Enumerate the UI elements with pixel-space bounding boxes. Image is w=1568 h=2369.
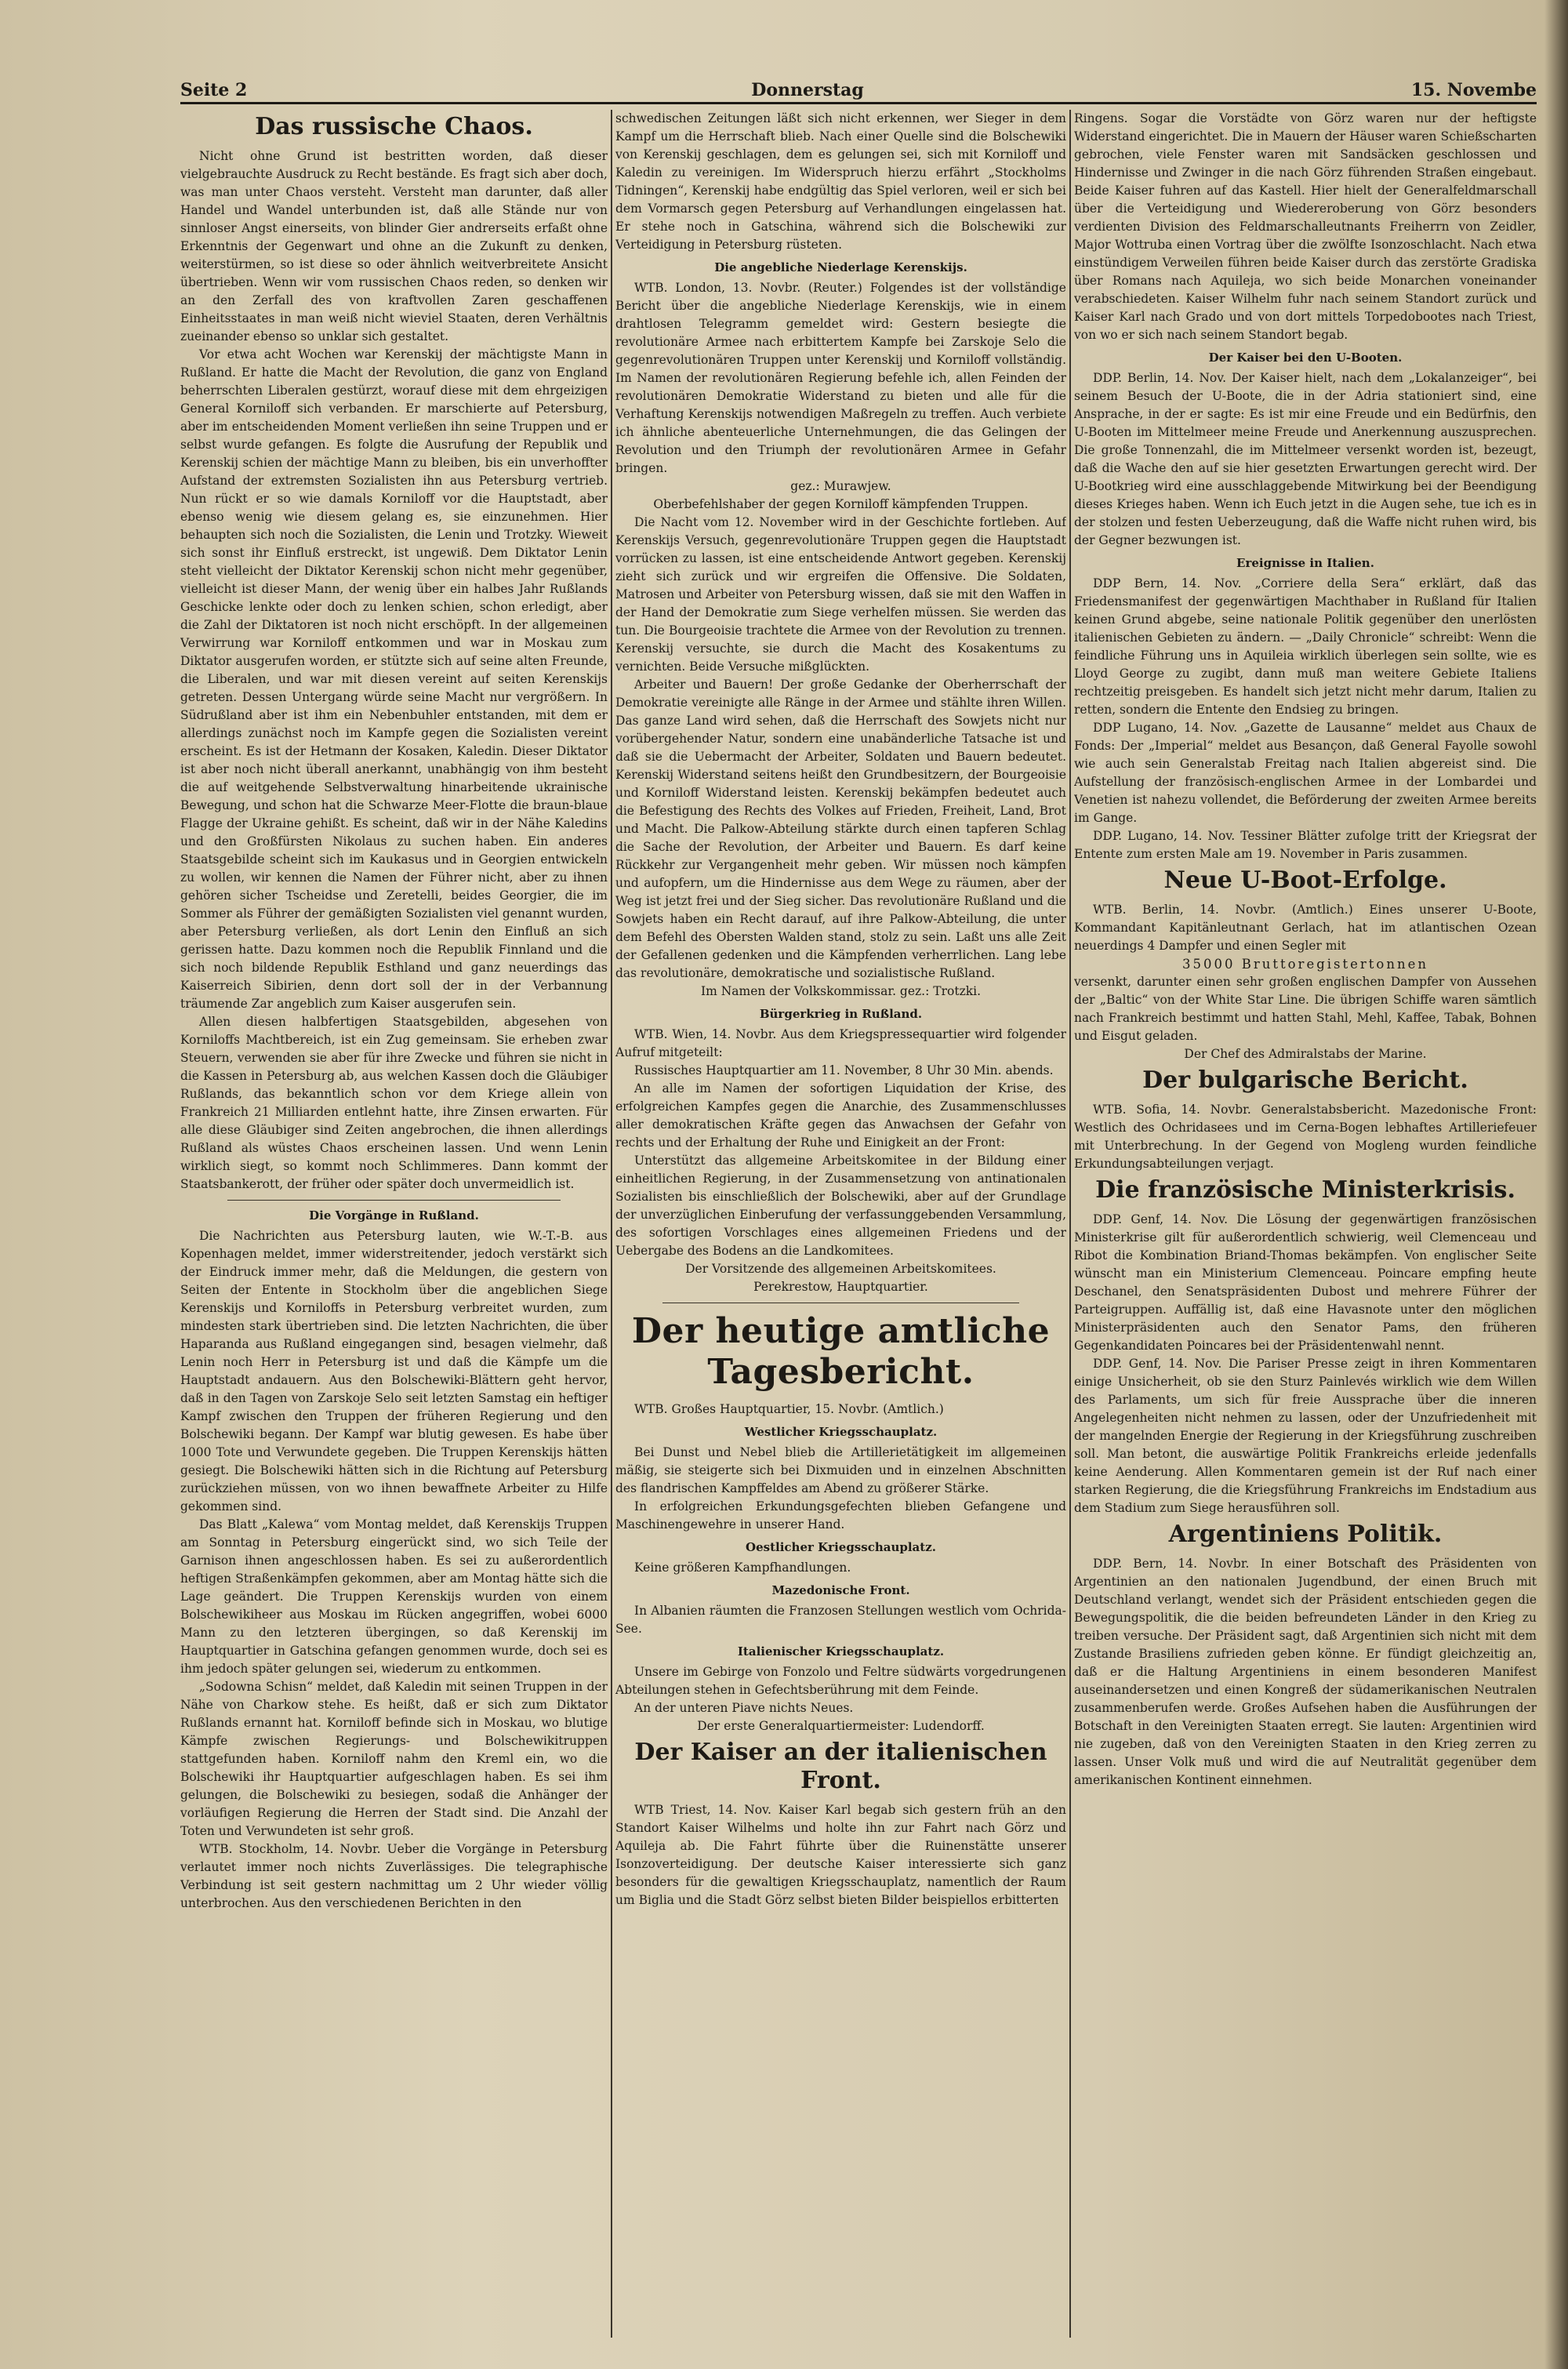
paragraph: Keine größeren Kampfhandlungen. <box>634 1561 851 1575</box>
paragraph: versenkt, darunter einen sehr großen englischen Dampfer von Aussehen der „Baltic“ von der White Star Line. Die übrigen Schiffe waren sämtlich nach Frankreich bestimmt und hatten Stahl, Mehl, Kaffee, Tabak, Bohnen und Eisgut geladen. <box>1074 975 1537 1043</box>
column-divider <box>611 110 612 2338</box>
column-divider <box>1069 110 1071 2338</box>
section-heading: Bürgerkrieg in Rußland. <box>759 1007 923 1021</box>
paragraph: Ringens. Sogar die Vorstädte von Görz waren nur der heftigste Widerstand eingerichtet. Die in Mauern der Häuser waren Schießscharten gebrochen, viele Fenster waren mit Sandsäcken geschlossen und Hindernisse und Zwinger in die nach Görz führenden Straßen eingebaut. Beide Kaiser fuhren auf das Kastell. Hier hielt der Generalfeldmarschall über die Verteidigung und Wiedereroberung von Görz besonders verdienten Division des Feldmarschalleutnants Freiherrn von Zeidler, Major Wottruba einen Vortrag über die zwölfte Isonzoschlacht. Nach etwa einstündigem Verweilen führen beide Kaiser durch das zerstörte Gradiska über Romans nach Aquileja, wo sich beide Monarchen voneinander verabschiedeten. Kaiser Wilhelm fuhr nach seinem Standort zurück und Kaiser Karl nach Grado und von dort mittels Torpedobootes nach Triest, von wo er sich nach seinem Standort begab. <box>1074 111 1537 342</box>
section-heading: Oestlicher Kriegsschauplatz. <box>746 1540 936 1554</box>
paragraph: Vor etwa acht Wochen war Kerenskij der mächtigste Mann in Rußland. Er hatte die Macht der Revolution, die ganz von England beherrschten Liberalen gestürzt, worauf diese mit dem ehrgeizigen General Korniloff sich verbanden. Er marschierte auf Petersburg, aber im entscheidenden Moment verließen ihn seine Truppen und er selbst wurde gefangen. Es folgte die Ausrufung der Republik und Kerenskij schien der mächtige Mann zu bleiben, bis ein unverhoffter Aufstand der extremsten Sozialisten ihn aus Petersburg vertrieb. Nun rückt er so wie damals Korniloff vor die Hauptstadt, aber ebenso wenig wie diesem gelang es, sie einzunehmen. Hier behaupten sich noch die Sozialisten, die Lenin und Trotzky. Wieweit sich sonst ihr Einfluß erstreckt, ist ungewiß. Dem Diktator Lenin steht vielleicht der Diktator Kerenskij schon nicht mehr gegenüber, vielleicht ist dieser Mann, der wenig über ein halbes Jahr Rußlands Geschicke lenkte oder doch zu lenken schien, schon erledigt, aber die Zahl der Diktatoren ist noch nicht erschöpft. In der allgemeinen Verwirrung war Korniloff entkommen und war in Moskau zum Diktator ausgerufen worden, er stützte sich auf seine alten Freunde, die Liberalen, und war mit diesen vereint auf seiten Kerenskijs getreten. Dessen Untergang würde seine Macht nur vergrößern. In Südrußland aber ist ihm ein Nebenbuhler entstanden, mit dem er allerdings zunächst noch im Kampfe gegen die Sozialisten vereint erscheint. Es ist der Hetmann der Kosaken, Kaledin. Dieser Diktator ist aber noch nicht überall anerkannt, unabhängig von ihm besteht die auf weitgehende Selbstverwaltung hinarbeitende ukrainische Bewegung, und schon hat die Schwarze Meer-Flotte die braun-blaue Flagge der Ukraine gehißt. Es scheint, daß wir in der Nähe Kaledins und den Großfürsten Nikolaus zu suchen haben. Ein anderes Staatsgebilde scheint sich im Kaukasus und in Georgien entwickeln zu wollen, wir kennen die Namen der Führer nicht, aber zu ihnen gehören sicher Tscheidse und Zeretelli, beides Georgier, die im Sommer als Führer der gemäßigten Sozialisten viel genannt wurden, aber Petersburg verließen, als dort Lenin den Einfluß an sich gerissen hatte. Dazu kommen noch die Republik Finnland und die sich noch bildende Republik Esthland und ganz neuerdings das Kaiserreich Sibirien, denn dort soll der in der Verbannung träumende Zar angeblich zum Kaiser ausgerufen sein. <box>180 347 608 1011</box>
signature: Perekrestow, Hauptquartier. <box>753 1280 928 1294</box>
paragraph: Das Blatt „Kalewa“ vom Montag meldet, daß Kerenskijs Truppen am Sonntag in Petersburg eingerückt sind, wo sich Teile der Garnison ihnen angeschlossen haben. Es sei zu außerordentlich heftigen Straßenkämpfen gekommen, aber am Montag hätte sich die Lage geändert. Die Truppen Kerenskijs wurden von einem Bolschewikiheer aus Moskau im Rücken angegriffen, wobei 6000 Mann zu den letzteren übergingen, so daß Kerenskij im Hauptquartier in Gatschina gefangen genommen wurde, doch sei es ihm jedoch später gelungen sei, wiederum zu entkommen. <box>180 1517 608 1676</box>
article-title: Neue U-Boot-Erfolge. <box>1163 867 1447 894</box>
section-heading: Die Vorgänge in Rußland. <box>309 1208 479 1223</box>
section-heading: Westlicher Kriegsschauplatz. <box>744 1425 938 1439</box>
paragraph: WTB. Wien, 14. Novbr. Aus dem Kriegspressequartier wird folgender Aufruf mitgeteilt: <box>615 1027 1066 1059</box>
paragraph: An alle im Namen der sofortigen Liquidation der Krise, des erfolgreichen Kampfes gegen die Anarchie, des Zusammenschlusses aller demokratischen Kräfte gegen das Anwachsen der Gefahr von rechts und der Erhaltung der Ruhe und Einigkeit an der Front: <box>615 1081 1066 1150</box>
paragraph: Die Nachrichten aus Petersburg lauten, wie W.-T.-B. aus Kopenhagen meldet, immer widerstreitender, jedoch verstärkt sich der Eindruck immer mehr, daß die Meldungen, die gestern von Seiten der Entente in Stockholm über die angeblichen Siege Kerenskijs und Korniloffs in Petersburg verbreitet wurden, zum mindesten stark übertrieben sind. Die letzten Nachrichten, die über Haparanda aus Rußland eingegangen sind, besagen vielmehr, daß Lenin noch Herr in Petersburg ist und daß die Kämpfe um die Hauptstadt andauern. Aus den Bolschewiki-Blättern geht hervor, daß in den Tagen von Zarskoje Selo seit letzten Samstag ein heftiger Kampf zwischen den Truppen der früheren Regierung und den Bolschewiki begann. Der Kampf war blutig gewesen. Es habe über 1000 Tote und Verwundete gegeben. Die Truppen Kerenskijs hätten gesiegt. Die Bolschewiki hätten sich in die Richtung auf Petersburg zurückziehen müssen, von wo ihnen bewaffnete Arbeiter zu Hilfe gekommen sind. <box>180 1229 608 1513</box>
date-label: 15. Novembe <box>1410 80 1537 100</box>
signature: Der erste Generalquartiermeister: Ludendorff. <box>697 1719 985 1733</box>
article-title: Der Kaiser an der italienischen Front. <box>634 1739 1047 1794</box>
section-heading: Mazedonische Front. <box>771 1583 910 1597</box>
section-heading: Ereignisse in Italien. <box>1236 556 1374 570</box>
paragraph: DDP. Genf, 14. Nov. Die Lösung der gegenwärtigen französischen Ministerkrise gilt für außerordentlich schwierig, weil Clemenceau und Ribot die Kombination Briand-Thomas bekämpfen. Von englischer Seite wünscht man ein Ministerium Clemenceau. Poincare empfing heute Deschanel, den Senatspräsidenten Dubost und mehrere Führer der Parteigruppen. Auffällig ist, daß eine Havasnote unter den möglichen Ministerpräsidenten auch den Senator Pams, den früheren Gegenkandidaten Poincares bei der Präsidentenwahl nennt. <box>1074 1212 1537 1353</box>
paragraph: In erfolgreichen Erkundungsgefechten blieben Gefangene und Maschinengewehre in unserer Hand. <box>615 1499 1066 1531</box>
paragraph: schwedischen Zeitungen läßt sich nicht erkennen, wer Sieger in dem Kampf um die Herrschaft blieb. Nach einer Quelle sind die Bolschewiki von Kerenskij geschlagen, dem es gelungen sei, sich mit Korniloff und Kaledin zu vereinigen. Im Widerspruch hierzu erfährt „Stockholms Tidningen“, Kerenskij habe endgültig das Spiel verloren, weil er sich bei dem Vormarsch gegen Petersburg auf Verhandlungen eingelassen hat. Er stehe noch in Gatschina, während sich die Bolschewiki zur Verteidigung in Petersburg rüsteten. <box>615 111 1066 252</box>
paragraph: Allen diesen halbfertigen Staatsgebilden, abgesehen von Korniloffs Machtbereich, ist ein Zug gemeinsam. Sie erheben zwar Steuern, verwenden sie aber für ihre Zwecke und führen sie nicht in die Kassen in Petersburg ab, aus welchen Kassen doch die Gläubiger Rußlands, das bekanntlich schon vor dem Kriege allein von Frankreich 21 Milliarden entlehnt hatte, ihre Zinsen erwarten. Für alle diese Gläubiger sind Zeiten angebrochen, die ihnen allerdings Rußland als wüstes Chaos erscheinen lassen. Und wenn Lenin wirklich siegt, so kommt noch Schlimmeres. Dann kommt der Staatsbankerott, der früher oder später doch unvermeidlich ist. <box>180 1015 608 1191</box>
report-title: Der heutige amtliche Tagesbericht. <box>631 1311 1051 1392</box>
article-title: Das russische Chaos. <box>255 113 533 140</box>
tonnage-line: 35000 Bruttoregistertonnen <box>1181 957 1429 972</box>
paragraph: Nicht ohne Grund ist bestritten worden, daß dieser vielgebrauchte Ausdruck zu Recht bestände. Es fragt sich aber doch, was man unter Chaos versteht. Versteht man darunter, daß aller Handel und Wandel unterbunden ist, daß alle Stände nur von sinnloser Angst einerseits, von blinder Gier andrerseits erfaßt ohne Erkenntnis der Gegenwart und ohne an die Zukunft zu denken, weiterstürmen, so ist diese so oder ähnlich weitverbreitete Ansicht übertrieben. Wenn wir vom russischen Chaos reden, so denken wir an den Zerfall des von kraftvollen Zaren geschaffenen Einheitsstaates in man weiß nicht wieviel Staaten, deren Verhältnis zueinander ebenso so unklar sich gestaltet. <box>180 149 608 343</box>
section-heading: Die angebliche Niederlage Kerenskijs. <box>714 260 967 274</box>
binding-shadow <box>1544 0 1568 2369</box>
paragraph: DDP. Genf, 14. Nov. Die Pariser Presse zeigt in ihren Kommentaren einige Unsicherheit, ob sie den Sturz Painlevés wirklich wie dem Willen des Parlaments, um sich für freie Aussprache über die inneren Angelegenheiten nicht nehmen zu lassen, oder der Unzufriedenheit mit der mangelnden Energie der Regierung in der Kriegsführung zuschreiben soll. Man betont, die auswärtige Politik Frankreichs erleide jedenfalls keine Aenderung. Allen Kommentaren gemein ist der Ruf nach einer starken Regierung, die die Kriegsführung Frankreichs im Endstadium aus dem Stadium zum Siege herausführen soll. <box>1074 1357 1537 1515</box>
paragraph: WTB. Berlin, 14. Novbr. (Amtlich.) Eines unserer U-Boote, Kommandant Kapitänleutnant Gerlach, hat im atlantischen Ozean neuerdings 4 Dampfer und einen Segler mit <box>1074 903 1537 953</box>
paragraph: WTB. Großes Hauptquartier, 15. Novbr. (Amtlich.) <box>634 1402 944 1416</box>
section-heading: Italienischer Kriegsschauplatz. <box>737 1644 945 1659</box>
paragraph: Unterstützt das allgemeine Arbeitskomitee in der Bildung einer einheitlichen Regierung, in der Zusammensetzung von antinationalen Sozialisten bis einschließlich der Bolschewiki, aber auf der Grundlage der unverzüglichen Einberufung der verfassunggebenden Versammlung, des sofortigen Vorschlages eines allgemeinen Friedens und der Uebergabe des Bodens an die Landkomitees. <box>615 1154 1066 1258</box>
page-header <box>180 72 1537 104</box>
paragraph: WTB Triest, 14. Nov. Kaiser Karl begab sich gestern früh an den Standort Kaiser Wilhelms und holte ihn zur Fahrt nach Görz und Aquileja ab. Die Fahrt führte über die Ruinenstätte unserer Isonzoverteidigung. Der deutsche Kaiser interessierte sich ganz besonders für die gewaltigen Kriegsschauplatz, namentlich der Raum um Biglia und die Stadt Görz selbst bieten Bilder beispiellos erbitterten <box>615 1803 1066 1907</box>
column-1 <box>180 110 608 2338</box>
article-title: Argentiniens Politik. <box>1168 1521 1443 1548</box>
article-title: Der bulgarische Bericht. <box>1142 1066 1468 1094</box>
divider <box>227 1200 561 1201</box>
signature: Der Chef des Admiralstabs der Marine. <box>1184 1047 1427 1061</box>
paragraph: In Albanien räumten die Franzosen Stellungen westlich vom Ochrida-See. <box>615 1604 1066 1636</box>
paragraph: DDP Bern, 14. Nov. „Corriere della Sera“ erklärt, daß das Friedensmanifest der gegenwärtigen Machthaber in Rußland für Italien keinen Grund abgebe, seine nationale Politik gegenüber den unerlösten italienischen Gebieten zu ändern. — „Daily Chronicle“ schreibt: Wenn die feindliche Führung uns in Aquileia wirklich überlegen sein sollte, wie es Lloyd George zu zugibt, dann muß man weitere Gebiete Italiens rechtzeitig preisgeben. Es handelt sich jetzt nicht mehr darum, Italien zu retten, sondern die Entente den Endsieg zu bringen. <box>1074 576 1537 717</box>
page-number: Seite 2 <box>180 80 248 100</box>
paragraph: DDP Lugano, 14. Nov. „Gazette de Lausanne“ meldet aus Chaux de Fonds: Der „Imperial“ meldet aus Besançon, daß General Fayolle sowohl wie auch sein Generalstab Freitag nach Italien abgereist sind. Die Aufstellung der französisch-englischen Armee in der Lombardei und Venetien ist nahezu vollendet, die Beförderung der zweiten Armee bereits im Gange. <box>1074 721 1537 825</box>
section-heading: Der Kaiser bei den U-Booten. <box>1208 351 1403 365</box>
article-title: Die französische Ministerkrisis. <box>1095 1176 1515 1204</box>
paragraph: WTB. London, 13. Novbr. (Reuter.) Folgendes ist der vollständige Bericht über die angebliche Niederlage Kerenskijs, wie in einem drahtlosen Telegramm gemeldet wird: Gestern besiegte die revolutionäre Armee nach erbittertem Kampfe bei Zarskoje Selo die gegenrevolutionären Truppen unter Kerenskij und Korniloff vollständig. Im Namen der revolutionären Regierung befehle ich, allen Feinden der revolutionären Demokratie Widerstand zu bieten und alle für die Verhaftung Kerenskijs notwendigen Maßregeln zu treffen. Auch verbiete ich ähnliche abenteuerliche Unternehmungen, die das Gelingen der Revolution und den Triumph der revolutionären Armee in Gefahr bringen. <box>615 281 1066 475</box>
paragraph: An der unteren Piave nichts Neues. <box>634 1701 854 1715</box>
column-2 <box>615 110 1066 2338</box>
paragraph: Russisches Hauptquartier am 11. November, 8 Uhr 30 Min. abends. <box>634 1063 1054 1077</box>
paragraph: WTB. Stockholm, 14. Novbr. Ueber die Vorgänge in Petersburg verlautet immer noch nichts Zuverlässiges. Die telegraphische Verbindung ist seit gestern nachmittag um 2 Uhr wieder völlig unterbrochen. Aus den verschiedenen Berichten in den <box>180 1842 608 1910</box>
weekday-label: Donnerstag <box>751 80 864 100</box>
paragraph: „Sodowna Schisn“ meldet, daß Kaledin mit seinen Truppen in der Nähe von Charkow stehe. Es heißt, daß er sich zum Diktator Rußlands ernannt hat. Korniloff befinde sich in Moskau, wo blutige Kämpfe zwischen Regierungs- und Bolschewikitruppen stattgefunden haben. Korniloff nahm den Kreml ein, wo die Bolschewiki ihr Hauptquartier aufgeschlagen haben. Es sei ihm gelungen, die Bolschewiki zu besiegen, sodaß die Anhänger der vorläufigen Regierung die Herren der Stadt sind. Die Anzahl der Toten und Verwundeten ist sehr groß. <box>180 1680 608 1838</box>
paragraph: DDP. Bern, 14. Novbr. In einer Botschaft des Präsidenten von Argentinien an den nationalen Jugendbund, der einen Bruch mit Deutschland verlangt, wendet sich der Präsident entschieden gegen die Bewegungspolitik, die die beiden befreundeten Länder in den Krieg zu treiben versuche. Der Präsident sagt, daß Argentinien sich nicht mit dem Zustande Brasiliens zufrieden geben könne. Er fündigt gleichzeitig an, daß er die Haltung Argentiniens in einem besonderen Manifest auseinandersetzen und einen Kongreß der südamerikanischen Neutralen zusammenberufen werde. Großes Aufsehen haben die Ausführungen der Botschaft in den Vereinigten Staaten erregt. Sie lauten: Argentinien wird nie zugeben, daß von den Vereinigten Staaten in den Krieg zerren zu lassen. Unser Volk muß und wird die auf Neutralität gegenüber dem amerikanischen Kontinent einnehmen. <box>1074 1557 1537 1787</box>
header-rule <box>180 102 1537 104</box>
signature: gez.: Murawjew. <box>790 479 891 493</box>
paragraph: Unsere im Gebirge von Fonzolo und Feltre südwärts vorgedrungenen Abteilungen stehen in Gefechtsberührung mit dem Feinde. <box>615 1665 1066 1697</box>
paragraph: DDP. Lugano, 14. Nov. Tessiner Blätter zufolge tritt der Kriegsrat der Entente zum ersten Male am 19. November in Paris zusammen. <box>1074 829 1537 861</box>
signature: Der Vorsitzende des allgemeinen Arbeitskomitees. <box>685 1262 996 1276</box>
paragraph: Bei Dunst und Nebel blieb die Artillerietätigkeit im allgemeinen mäßig, sie steigerte sich bei Dixmuiden und in einzelnen Abschnitten des flandrischen Kampffeldes am Abend zu größerer Stärke. <box>615 1445 1066 1495</box>
paragraph: WTB. Sofia, 14. Novbr. Generalstabsbericht. Mazedonische Front: Westlich des Ochridasees und im Cerna-Bogen lebhaftes Artilleriefeuer mit Unterbrechung. In der Gegend von Mogleng wurden feindliche Erkundungsabteilungen verjagt. <box>1074 1103 1537 1171</box>
paragraph: Arbeiter und Bauern! Der große Gedanke der Oberherrschaft der Demokratie vereinigte alle Ränge in der Armee und stählte ihren Willen. Das ganze Land wird sehen, daß die Herrschaft des Sowjets nicht nur vorübergehender Natur, sondern eine unabänderliche Tatsache ist und daß sie die Uebermacht der Arbeiter, Soldaten und Bauern bedeutet. Kerenskij Widerstand seitens heißt den Grundbesitzern, der Bourgeoisie und Korniloff Widerstand leisten. Kerenskij bekämpfen bedeutet auch die Befestigung des Rechts des Volkes auf Frieden, Freiheit, Land, Brot und Macht. Die Palkow-Abteilung stärkte durch einen tapferen Schlag die Sache der Revolution, der Arbeiter und Bauern. Es darf keine Rückkehr zur Vergangenheit mehr geben. Wir müssen noch kämpfen und aufopfern, um die Hindernisse aus dem Wege zu räumen, aber der Weg ist jetzt frei und der Sieg sicher. Das revolutionäre Rußland und die Sowjets haben ein Recht darauf, auf ihre Palkow-Abteilung, die unter dem Befehl des Obersten Walden stand, stolz zu sein. Laßt uns alle Zeit der Gefallenen gedenken und die Kämpfenden verherrlichen. Lang lebe das revolutionäre, demokratische und sozialistische Rußland. <box>615 678 1066 980</box>
column-3 <box>1074 110 1537 2338</box>
signature: Oberbefehlshaber der gegen Korniloff kämpfenden Truppen. <box>653 497 1029 511</box>
signature: Im Namen der Volkskommissar. gez.: Trotzki. <box>700 984 982 998</box>
paragraph: Die Nacht vom 12. November wird in der Geschichte fortleben. Auf Kerenskijs Versuch, gegenrevolutionäre Truppen gegen die Hauptstadt vorrücken zu lassen, ist eine entscheidende Antwort gegeben. Kerenskij zieht sich zurück und wir ergreifen die Offensive. Die Soldaten, Matrosen und Arbeiter von Petersburg wissen, daß sie mit den Waffen in der Hand der Demokratie zum Siege verhelfen müssen. Sie werden das tun. Die Bourgeoisie trachtete die Armee von der Revolution zu trennen. Kerenskij versuchte, sie durch die Macht des Kosakentums zu vernichten. Beide Versuche mißglückten. <box>615 515 1066 674</box>
paragraph: DDP. Berlin, 14. Nov. Der Kaiser hielt, nach dem „Lokalanzeiger“, bei seinem Besuch der U-Boote, die in der Adria stationiert sind, eine Ansprache, in der er sagte: Es ist mir eine Freude und ein Bedürfnis, den U-Booten im Mittelmeer meine Freude und Anerkennung auszusprechen. Die große Tonnenzahl, die im Mittelmeer versenkt worden ist, bezeugt, daß die Wache den auf sie hier gesetzten Erwartungen gerecht wird. Der U-Bootkrieg wird eine ausschlaggebende Mitwirkung bei der Beendigung dieses Krieges haben. Wenn ich Euch jetzt in die Augen sehe, tue ich es in der stolzen und festen Ueberzeugung, daß die Waffe nicht ruhen wird, bis der Gegner bezwungen ist. <box>1074 371 1537 547</box>
